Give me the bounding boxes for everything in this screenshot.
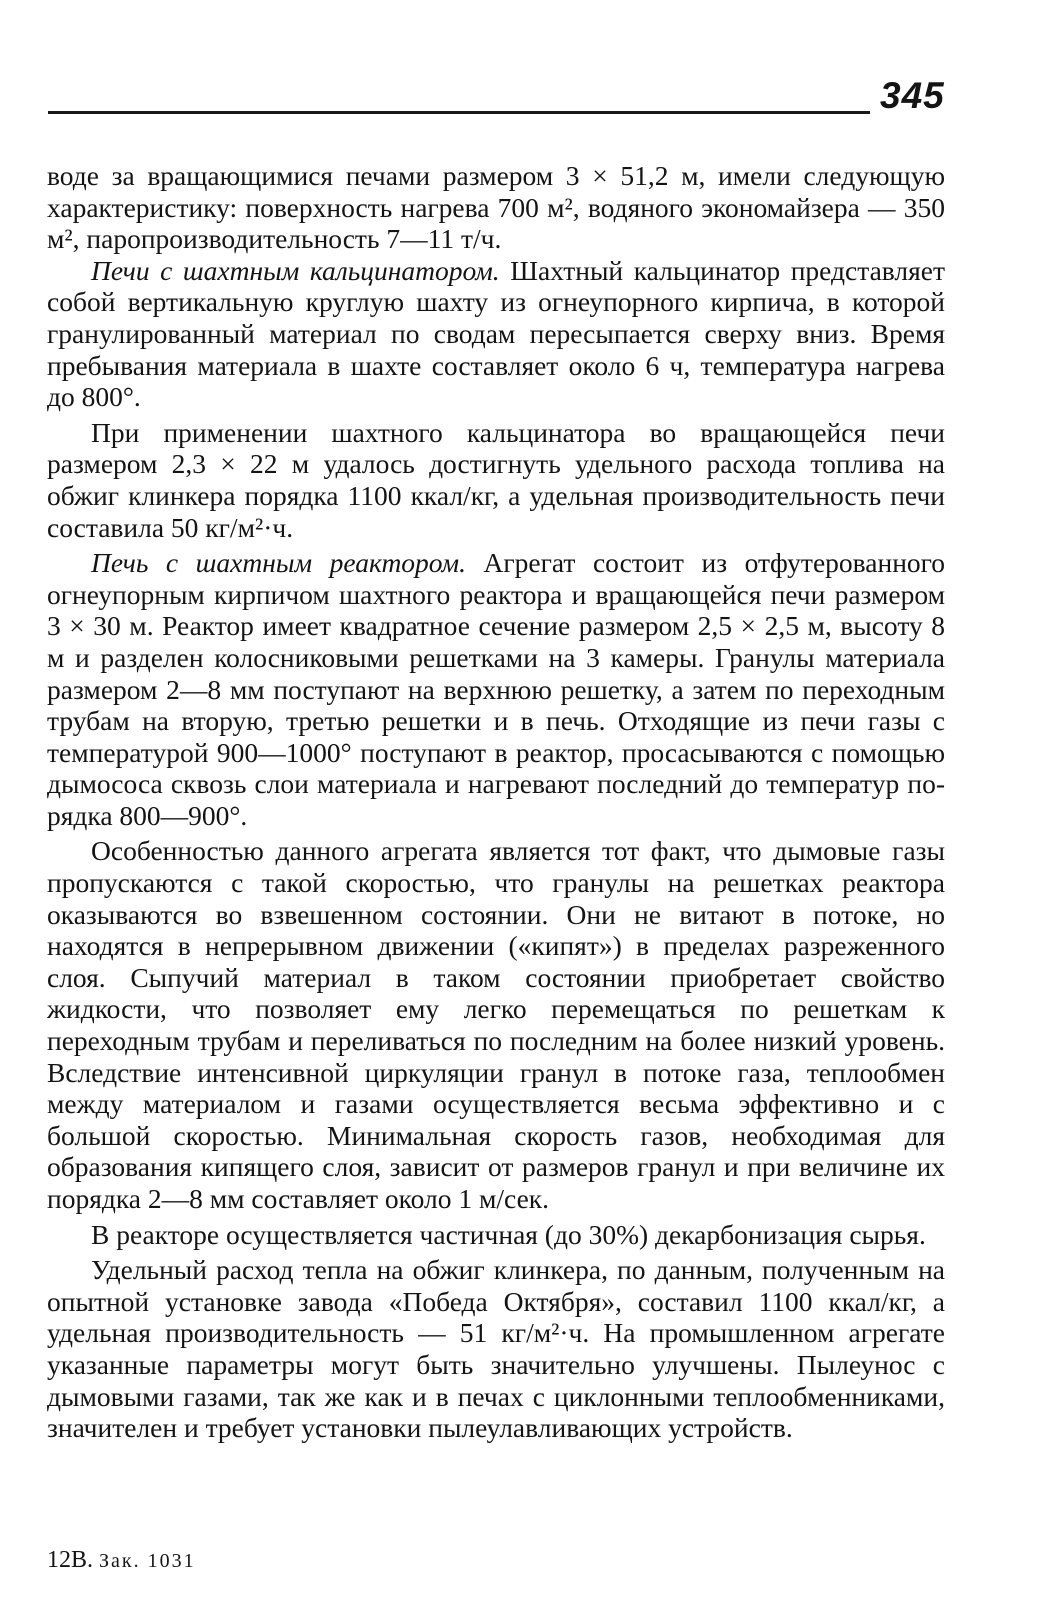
body-text — [47, 160, 945, 1444]
paragraph-shaft-reactor — [47, 547, 945, 831]
paragraph-lead: Печь с шахтным реактором. — [91, 547, 466, 579]
paragraph-lead: Печи с шахтным кальцинатором. — [91, 254, 500, 286]
paragraph-calciner-results — [47, 417, 945, 543]
order-number: Зак. 1031 — [99, 1550, 196, 1572]
paragraph-text: В реакторе осуществляется частичная (до 30%) декарбонизация сырья. — [91, 1218, 926, 1250]
page-number: 345 — [880, 75, 945, 116]
paragraph-fluidized-bed — [47, 835, 945, 1214]
paragraph-continuation — [47, 160, 945, 255]
paragraph-text: Агрегат состоит из отфутерованного огнеупорным кирпичом шахтного реактора и вращающейся печи размером 3 × 30 м. Реактор имеет квадратное сечение размером 2,5 × 2,5 м, высоту 8 м и разделен колосниковыми решетками на 3 камеры. Гранулы материала размером 2—8 мм поступают на верхнюю решетку, а затем по переходным трубам на вторую, третью решетки и в печь. Отходящие из печи газы с температурой 900—1000° поступают в реактор, просасываются с помощью дымососа сквозь слои материала и нагревают последний до температур порядка 800—900°. — [47, 547, 946, 831]
header-rule — [48, 111, 870, 114]
paragraph-text: Шахтный кальцинатор представляет собой вертикальную круглую шахту из огнеупорного кирпича, в которой гранулированный материал по сводам пересыпается сверху вниз. Время пребывания материала в шахте составляет около 6 ч, температура нагрева до 800°. — [47, 254, 946, 413]
paragraph-text: При применении шахтного кальцинатора во вращающейся печи размером 2,3 × 22 м удалось достигнуть удельного расхода топлива на обжиг клинкера порядка 1100 ккал/кг, а удельная производительность печи составила 50 кг/м²·ч. — [47, 416, 945, 543]
paragraph-heat-consumption — [47, 1254, 945, 1444]
printer-signature — [47, 1548, 196, 1573]
paragraph-text: Особенностью данного агрегата является тот факт, что дымовые газы пропускаются с такой скоростью, что гранулы на решетках реактора оказываются во взвешенном состоянии. Они не витают в потоке, но находятся в непрерывном движении («кипят») в пределах разреженного слоя. Сыпучий материал в таком состоянии приобретает свойство жидкости, что позволяет ему легко перемещаться по решеткам к переходным трубам и переливаться по последним на более низкий уровень. Вследствие интенсивной циркуляции гранул в потоке газа, теплообмен между материалом и газами осуществляется весьма эффективно и с большой скоростью. Минимальная скорость газов, необходимая для образования кипящего слоя, зависит от размеров гранул и при величине их порядка 2—8 мм составляет около 1 м/сек. — [47, 835, 945, 1214]
paragraph-text: воде за вращающимися печами размером 3 × 51,2 м, имели следующую характеристику: поверхность нагрева 700 м², водяного экономайзера — 350 м², паропроизводительность 7—11 т/ч. — [47, 160, 945, 255]
paragraph-shaft-calciner — [47, 255, 945, 413]
paragraph-decarbonization — [47, 1219, 945, 1251]
paragraph-text: Удельный расход тепла на обжиг клинкера, по данным, полученным на опытной установке завода «Победа Октября», составил 1100 ккал/кг, а удельная производительность — 51 кг/м²·ч. На промышленном агрегате указанные параметры могут быть значительно улучшены. Пылеунос с дымовыми газами, так же как и в печах с циклонными теплообменниками, значителен и требует установки пылеулавливающих устройств. — [47, 1254, 945, 1444]
signature-mark: 12В. — [47, 1547, 94, 1573]
